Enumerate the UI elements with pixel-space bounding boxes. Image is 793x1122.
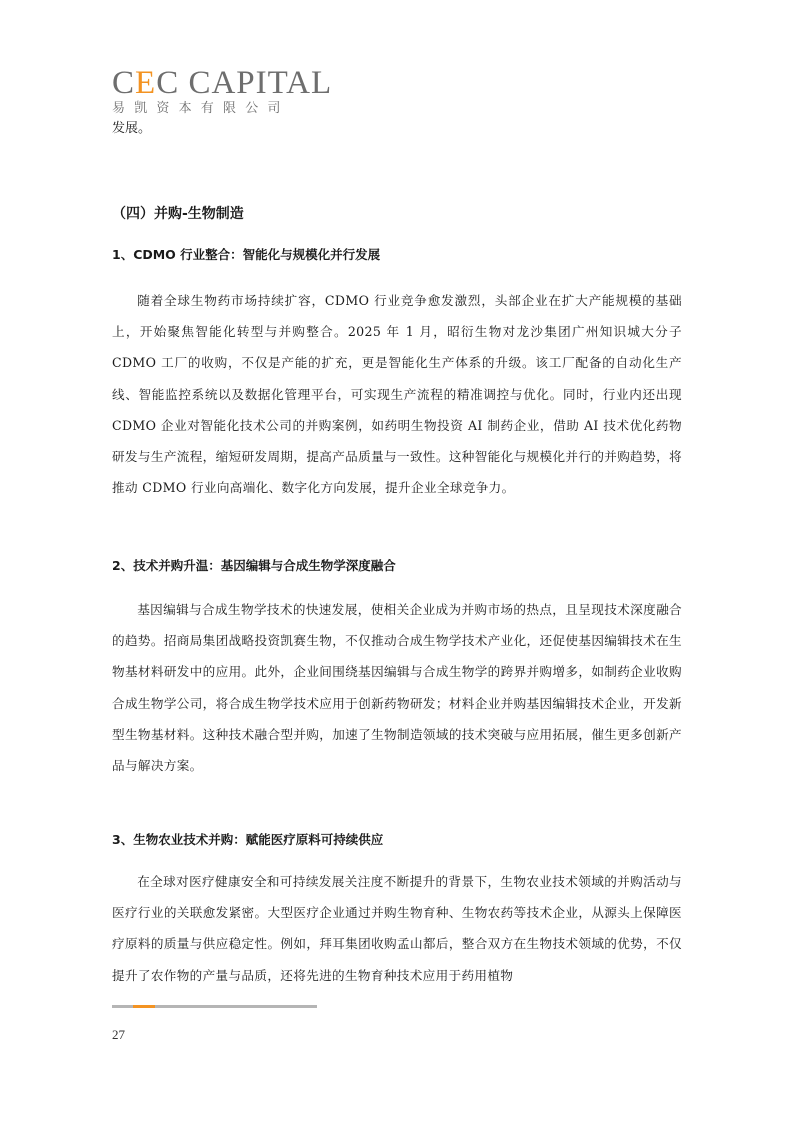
section-title: （四）并购-生物制造 — [112, 206, 244, 222]
subsection-3-body: 在全球对医疗健康安全和可持续发展关注度不断提升的背景下，生物农业技术领域的并购活动与医疗行业的关联愈发紧密。大型医疗企业通过并购生物育种、生物农药等技术企业，从源头上保障医疗原料的质量与供应稳定性。例如，拜耳集团收购孟山都后，整合双方在生物技术领域的优势，不仅提升了农作物的产量与品质，还将先进的生物育种技术应用于药用植物 — [112, 874, 682, 983]
subsection-2-body: 基因编辑与合成生物学技术的快速发展，使相关企业成为并购市场的热点，且呈现技术深度融合的趋势。招商局集团战略投资凯赛生物，不仅推动合成生物学技术产业化，还促使基因编辑技术在生物基材料研发中的应用。此外，企业间围绕基因编辑与合成生物学的跨界并购增多，如制药企业收购合成生物学公司，将合成生物学技术应用于创新药物研发；材料企业并购基因编辑技术企业，开发新型生物基材料。这种技术融合型并购，加速了生物制造领域的技术突破与应用拓展，催生更多创新产品与解决方案。 — [112, 602, 682, 774]
continuation-text: 发展。 — [112, 121, 152, 136]
logo-letter-e-accent: E — [135, 65, 157, 101]
company-logo — [112, 66, 332, 118]
subsection-3-title: 3、生物农业技术并购：赋能医疗原料可持续供应 — [112, 832, 384, 847]
page-number: 27 — [112, 1027, 125, 1042]
footer-rule-accent — [133, 1005, 155, 1008]
subsection-2-title: 2、技术并购升温：基因编辑与合成生物学深度融合 — [112, 558, 396, 573]
logo-wordmark — [112, 66, 332, 100]
logo-chinese-name: 易凯资本有限公司 — [112, 101, 290, 116]
logo-letter-c: C — [112, 65, 136, 101]
logo-wordmark-rest: C CAPITAL — [156, 65, 333, 101]
subsection-1-title: 1、CDMO 行业整合：智能化与规模化并行发展 — [112, 247, 381, 262]
subsection-1-body: 随着全球生物药市场持续扩容，CDMO 行业竞争愈发激烈，头部企业在扩大产能规模的基础上，开始聚焦智能化转型与并购整合。2025 年 1 月，昭衍生物对龙沙集团广州知识城大分子 CDMO 工厂的收购，不仅是产能的扩充，更是智能化生产体系的升级。该工厂配备的自动化生产线、智能监控系统以及数据化管理平台，可实现生产流程的精准调控与优化。同时，行业内还出现 CDMO 企业对智能化技术公司的并购案例，如药明生物投资 AI 制药企业，借助 AI 技术优化药物研发与生产流程，缩短研发周期，提高产品质量与一致性。这种智能化与规模化并行的并购趋势，将推动 CDMO 行业向高端化、数字化方向发展，提升企业全球竞争力。 — [112, 293, 682, 496]
